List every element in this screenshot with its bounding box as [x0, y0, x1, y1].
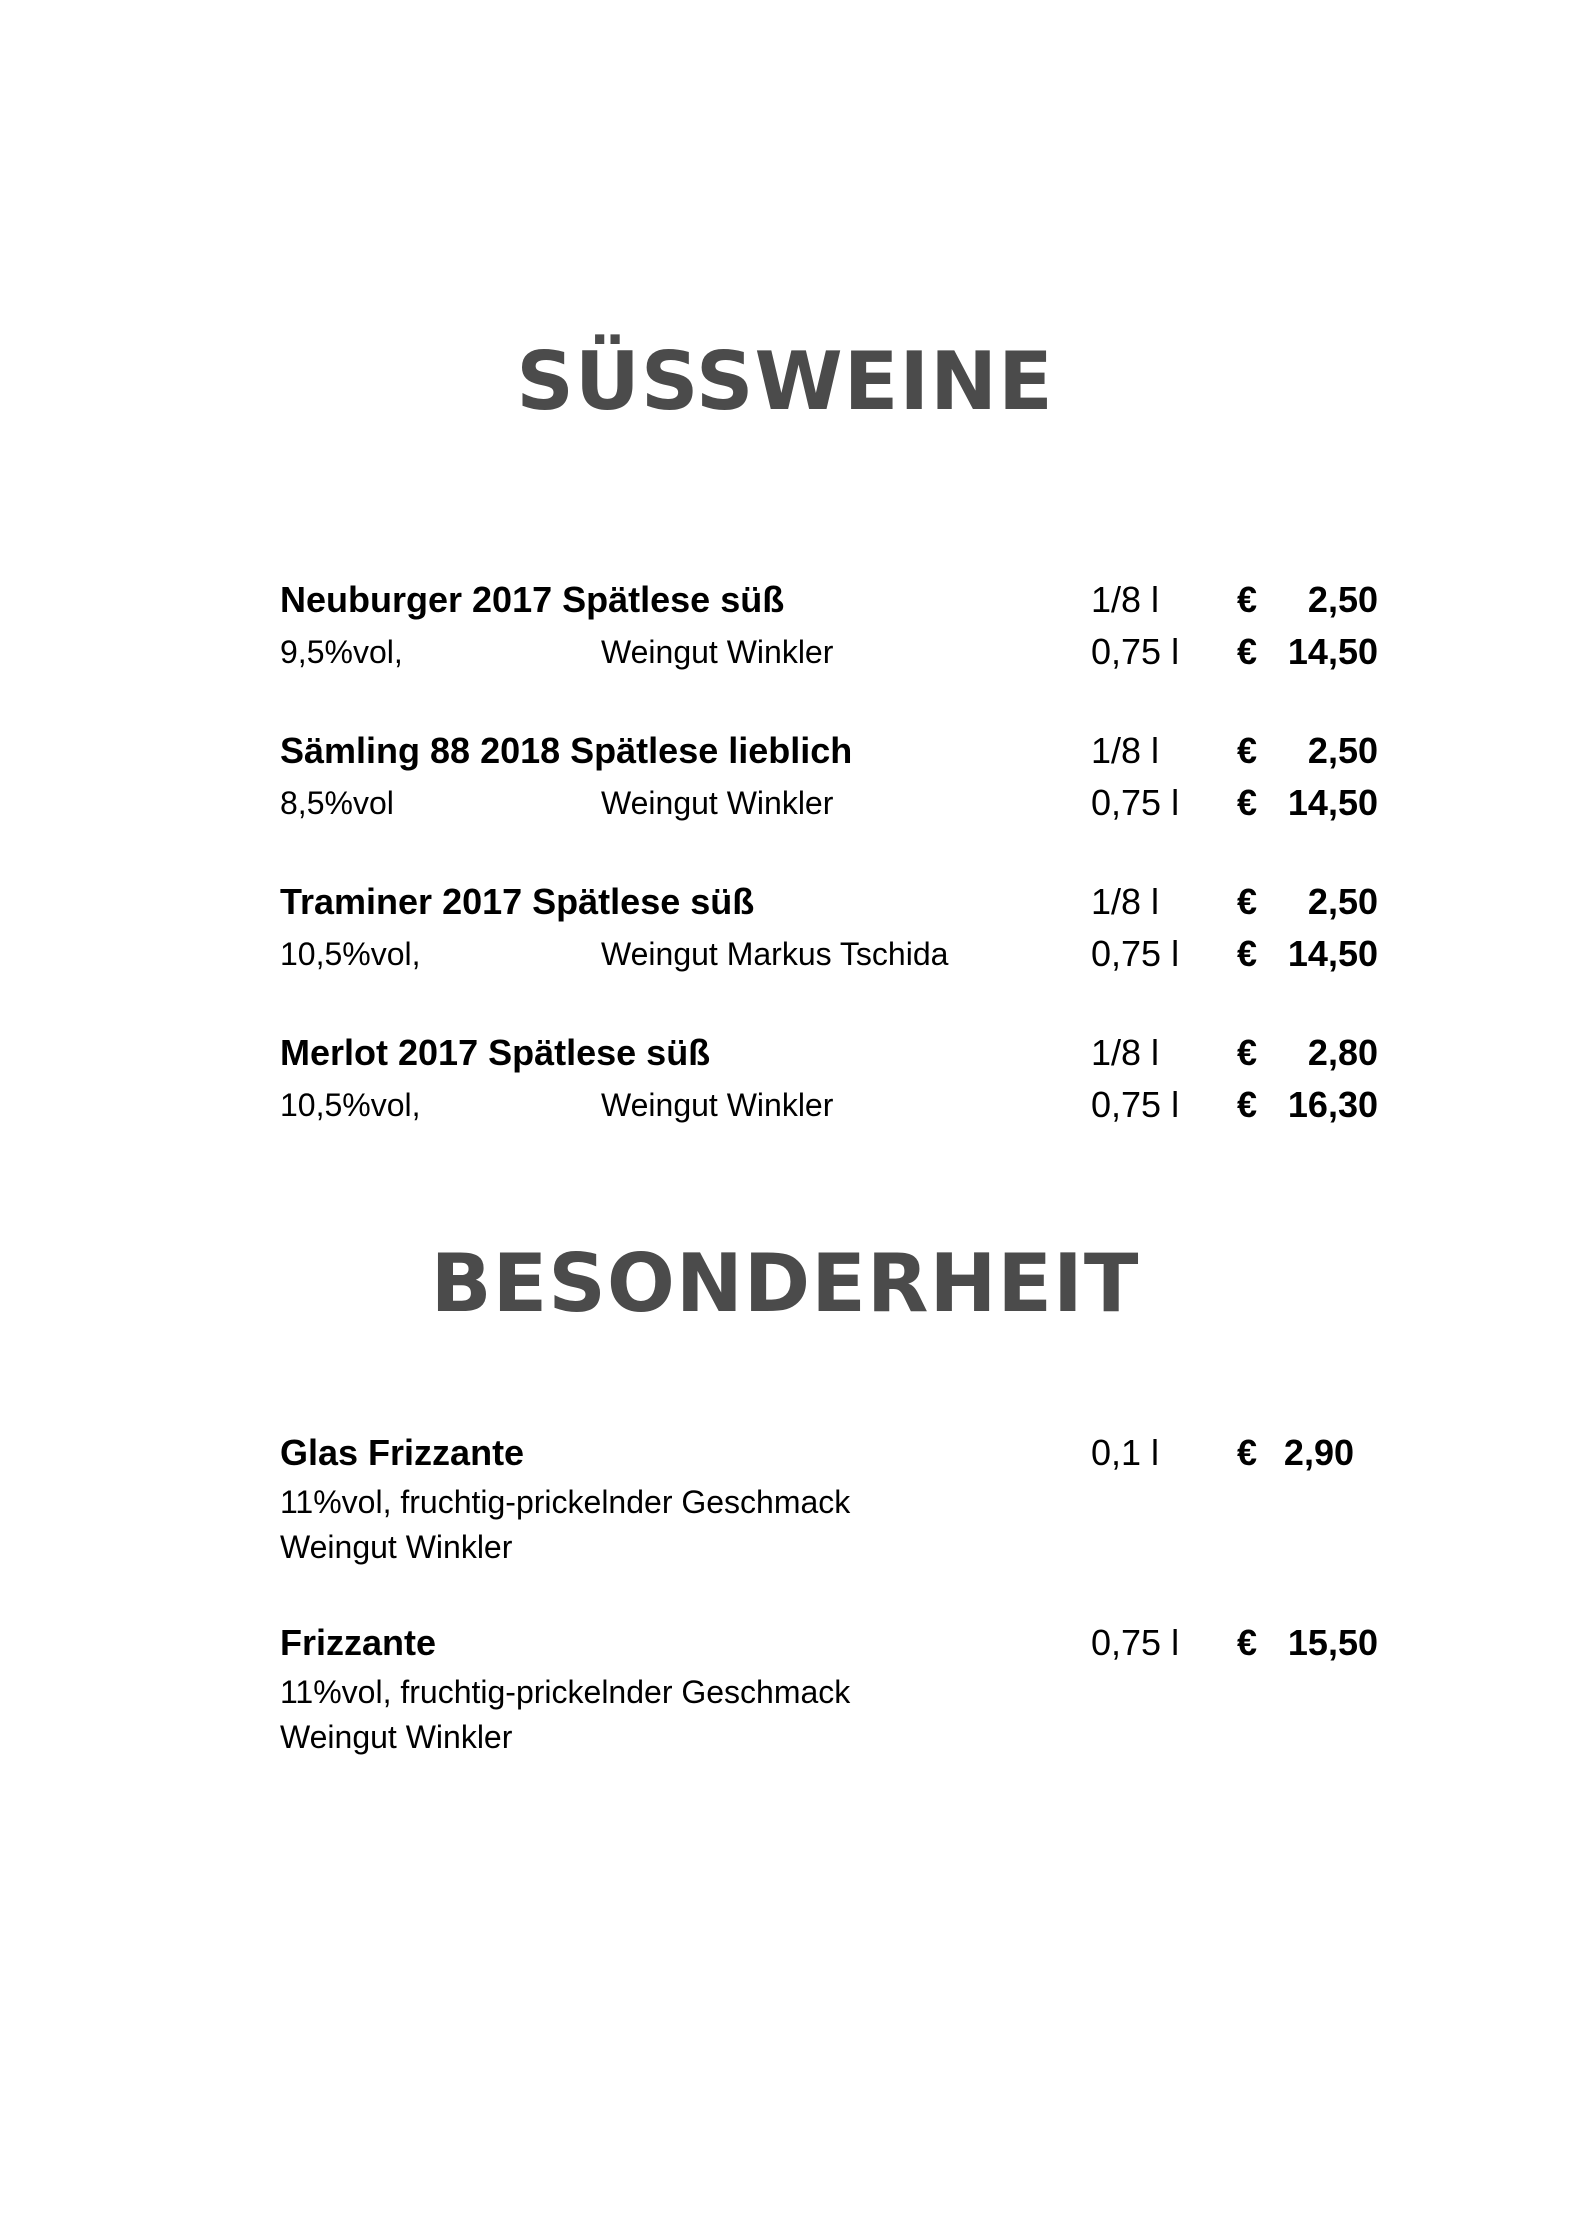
- special-item-row: [0, 1428, 1570, 1478]
- currency-symbol: €: [1237, 579, 1258, 620]
- currency-symbol: €: [1237, 1032, 1258, 1073]
- item-name: Glas Frizzante: [280, 1432, 525, 1473]
- item-winery-row: [0, 1712, 1570, 1762]
- wine-detail-row: [0, 627, 1570, 677]
- wine-detail-row: [0, 929, 1570, 979]
- item-name: Frizzante: [280, 1622, 437, 1663]
- currency-symbol: €: [1237, 1622, 1258, 1663]
- winery-name: Weingut Winkler: [601, 1087, 834, 1123]
- bottle-volume: 0,75 l: [1091, 1084, 1180, 1125]
- item-volume: 0,1 l: [1091, 1432, 1160, 1473]
- alcohol-content: 9,5%vol,: [280, 634, 403, 670]
- alcohol-content: 10,5%vol,: [280, 936, 421, 972]
- glass-volume: 1/8 l: [1091, 730, 1160, 771]
- glass-price: 2,50: [1307, 579, 1378, 620]
- glass-volume: 1/8 l: [1091, 579, 1160, 620]
- alcohol-content: 10,5%vol,: [280, 1087, 421, 1123]
- special-item-row: [0, 1618, 1570, 1668]
- wine-detail-row: [0, 778, 1570, 828]
- section-title-besonderheit: BESONDERHEIT: [430, 1237, 1140, 1330]
- item-winery-row: [0, 1522, 1570, 1572]
- currency-symbol: €: [1237, 730, 1258, 771]
- wine-row: [0, 726, 1570, 776]
- item-description: 11%vol, fruchtig-prickelnder Geschmack: [280, 1484, 851, 1520]
- glass-price: 2,50: [1307, 881, 1378, 922]
- wine-name: Neuburger 2017 Spätlese süß: [280, 579, 785, 620]
- item-description-row: [0, 1667, 1570, 1717]
- winery-name: Weingut Winkler: [601, 785, 834, 821]
- glass-price: 2,80: [1307, 1032, 1378, 1073]
- wine-row: [0, 1028, 1570, 1078]
- alcohol-content: 8,5%vol: [280, 785, 394, 821]
- bottle-price: 14,50: [1287, 631, 1378, 672]
- item-price: 15,50: [1287, 1622, 1378, 1663]
- item-price: 2,90: [1283, 1432, 1354, 1473]
- winery-name: Weingut Markus Tschida: [601, 936, 949, 972]
- currency-symbol: €: [1237, 631, 1258, 672]
- glass-volume: 1/8 l: [1091, 881, 1160, 922]
- winery-name: Weingut Winkler: [601, 634, 834, 670]
- item-volume: 0,75 l: [1091, 1622, 1180, 1663]
- section-title-suessweine: SÜSSWEINE: [516, 335, 1054, 428]
- bottle-volume: 0,75 l: [1091, 933, 1180, 974]
- item-description: 11%vol, fruchtig-prickelnder Geschmack: [280, 1674, 851, 1710]
- currency-symbol: €: [1237, 881, 1258, 922]
- bottle-price: 14,50: [1287, 782, 1378, 823]
- wine-name: Sämling 88 2018 Spätlese lieblich: [280, 730, 853, 771]
- wine-name: Traminer 2017 Spätlese süß: [280, 881, 755, 922]
- winery-name: Weingut Winkler: [280, 1529, 513, 1565]
- currency-symbol: €: [1237, 1432, 1258, 1473]
- bottle-volume: 0,75 l: [1091, 782, 1180, 823]
- item-description-row: [0, 1477, 1570, 1527]
- bottle-price: 16,30: [1287, 1084, 1378, 1125]
- wine-name: Merlot 2017 Spätlese süß: [280, 1032, 711, 1073]
- bottle-volume: 0,75 l: [1091, 631, 1180, 672]
- glass-volume: 1/8 l: [1091, 1032, 1160, 1073]
- currency-symbol: €: [1237, 1084, 1258, 1125]
- currency-symbol: €: [1237, 933, 1258, 974]
- winery-name: Weingut Winkler: [280, 1719, 513, 1755]
- glass-price: 2,50: [1307, 730, 1378, 771]
- bottle-price: 14,50: [1287, 933, 1378, 974]
- wine-row: [0, 877, 1570, 927]
- wine-row: [0, 575, 1570, 625]
- currency-symbol: €: [1237, 782, 1258, 823]
- wine-detail-row: [0, 1080, 1570, 1130]
